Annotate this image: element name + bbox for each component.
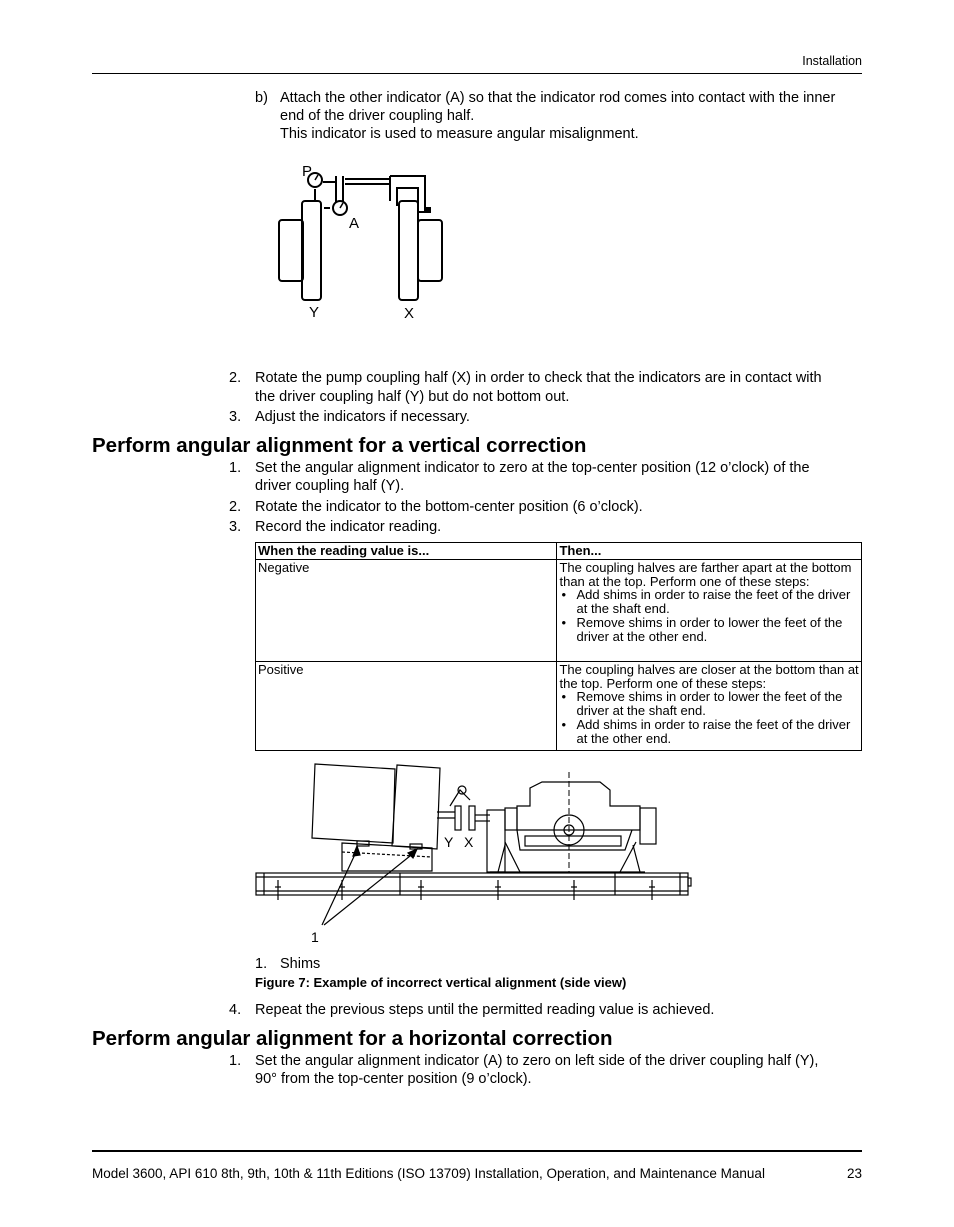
section-heading-vertical: Perform angular alignment for a vertical correction	[92, 434, 587, 457]
v-step-1-line1: Set the angular alignment indicator to zero at the top-center position (12 o’clock) of the	[255, 460, 810, 476]
table-header-row	[256, 543, 862, 560]
baseplate	[256, 873, 688, 895]
legend-text: Shims	[280, 956, 321, 972]
h-step-1-line1: Set the angular alignment indicator (A) to zero on left side of the driver coupling half (Y),	[255, 1053, 819, 1069]
callout-number: 1	[311, 929, 319, 945]
running-header: Installation	[802, 54, 862, 68]
action-intro: The coupling halves are farther apart at the bottom than at the top. Perform one of these steps:	[559, 559, 852, 589]
pump-casing	[517, 782, 640, 830]
table-cell-action	[557, 661, 862, 750]
table-header-action: Then...	[557, 543, 862, 560]
page-number: 23	[846, 1166, 862, 1181]
v-step-2-line1: Rotate the indicator to the bottom-center position (6 o’clock).	[255, 499, 643, 515]
step-2-number: 2.	[229, 370, 242, 386]
table-cell-condition: Negative	[256, 559, 557, 661]
label-a: A	[349, 215, 360, 232]
label-x: X	[464, 834, 474, 850]
v-step-4-number: 4.	[229, 1002, 242, 1018]
step-b-line1: Attach the other indicator (A) so that the indicator rod comes into contact with the inner	[280, 90, 836, 106]
h-step-1-number: 1.	[229, 1053, 242, 1069]
section-heading-horizontal: Perform angular alignment for a horizontal correction	[92, 1027, 613, 1050]
action-bullet: • Add shims in order to raise the feet of the driver at the other end.	[559, 718, 859, 746]
legend-number: 1.	[255, 956, 268, 972]
step-2-line2: the driver coupling half (Y) but do not bottom out.	[255, 389, 570, 405]
action-bullet: • Remove shims in order to lower the feet of the driver at the shaft end.	[559, 690, 859, 718]
table-row	[256, 661, 862, 750]
table-cell-condition: Positive	[256, 661, 557, 750]
table-cell-action	[557, 559, 862, 661]
action-intro: The coupling halves are closer at the bottom than at the top. Perform one of these steps:	[559, 661, 859, 691]
dial-indicator-a	[333, 201, 347, 215]
label-y: Y	[309, 304, 320, 321]
driver-motor	[312, 764, 395, 843]
footer-rule	[92, 1150, 862, 1152]
action-bullet: • Remove shims in order to lower the feet of the driver at the other end.	[559, 616, 859, 644]
label-p: P	[302, 163, 313, 180]
step-b-line2: end of the driver coupling half.	[280, 108, 475, 124]
label-y: Y	[444, 834, 454, 850]
reading-action-table	[255, 542, 862, 751]
action-bullet: • Add shims in order to raise the feet of the driver at the shaft end.	[559, 588, 859, 616]
figure-caption: Figure 7: Example of incorrect vertical alignment (side view)	[255, 975, 627, 990]
v-step-1-number: 1.	[229, 460, 242, 476]
v-step-4-line1: Repeat the previous steps until the permitted reading value is achieved.	[255, 1002, 715, 1018]
v-step-3-number: 3.	[229, 519, 242, 535]
footer-manual-title: Model 3600, API 610 8th, 9th, 10th & 11th Editions (ISO 13709) Installation, Operation, and Maintenance Manual	[92, 1166, 765, 1181]
coupling-y	[455, 806, 461, 830]
v-step-2-number: 2.	[229, 499, 242, 515]
label-x: X	[404, 305, 415, 322]
step-3-line1: Adjust the indicators if necessary.	[255, 409, 470, 425]
shim-callout-arrows	[322, 846, 417, 925]
coupling-half-x	[399, 201, 418, 300]
anchor-bolts	[275, 880, 655, 900]
header-rule	[92, 73, 862, 74]
vertical-misalignment-figure	[250, 760, 700, 950]
coupling-half-y	[302, 201, 321, 300]
step-2-line1: Rotate the pump coupling half (X) in order to check that the indicators are in contact with	[255, 370, 822, 386]
table-header-condition: When the reading value is...	[256, 543, 557, 560]
h-step-1-line2: 90° from the top-center position (9 o’clock).	[255, 1071, 532, 1087]
step-b-line3: This indicator is used to measure angular misalignment.	[280, 126, 639, 142]
step-3-number: 3.	[229, 409, 242, 425]
table-row	[256, 559, 862, 661]
indicator-setup-figure	[270, 160, 460, 325]
v-step-1-line2: driver coupling half (Y).	[255, 478, 405, 494]
v-step-3-line1: Record the indicator reading.	[255, 519, 442, 535]
step-b-marker: b)	[255, 90, 268, 106]
coupling-x	[469, 806, 475, 830]
